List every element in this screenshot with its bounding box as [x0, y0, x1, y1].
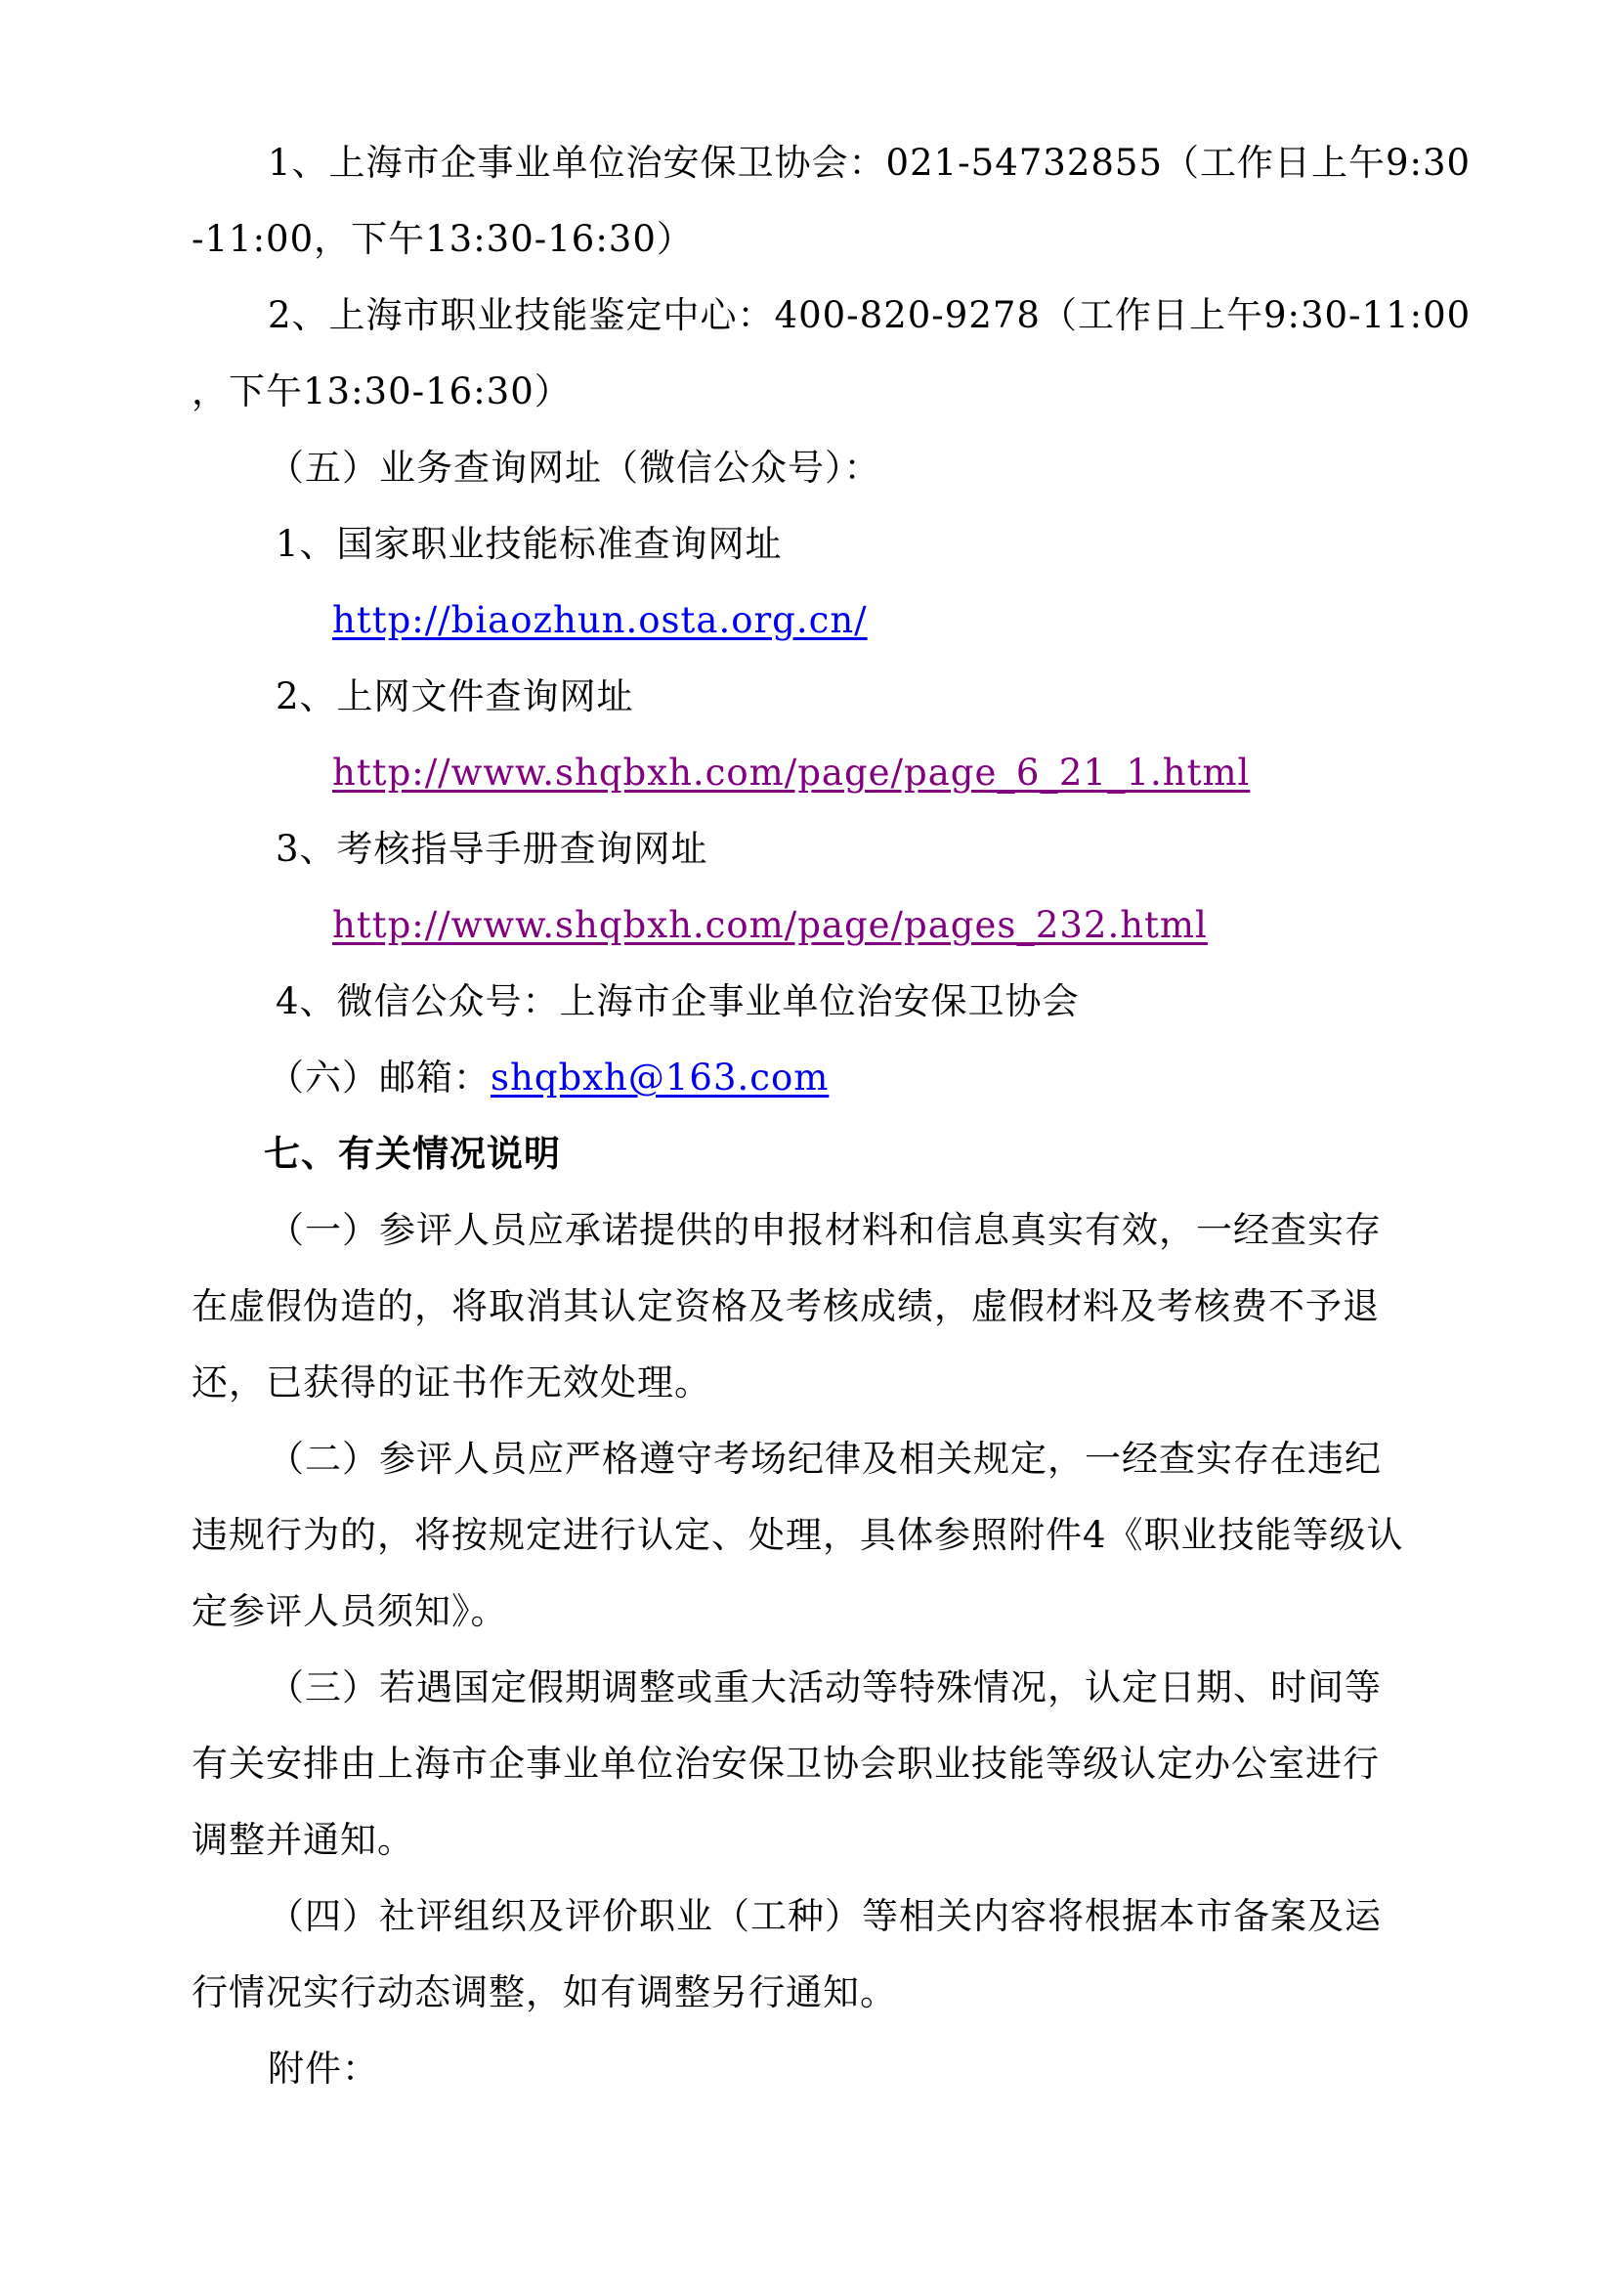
contact-line-1: 1、上海市企事业单位治安保卫协会：021-54732855（工作日上午9:30: [268, 142, 1472, 184]
paragraph-4-line-2: 行情况实行动态调整，如有调整另行通知。: [192, 1971, 897, 2013]
file-url-link[interactable]: http://www.shqbxh.com/page/page_6_21_1.html: [332, 752, 1251, 794]
manual-query-label: 3、考核指导手册查询网址: [276, 828, 708, 870]
attachment-label: 附件：: [268, 2048, 379, 2090]
paragraph-2-line-1: （二）参评人员应严格遵守考场纪律及相关规定，一经查实存在违纪: [268, 1438, 1382, 1480]
paragraph-1-line-2: 在虚假伪造的，将取消其认定资格及考核成绩，虚假材料及考核费不予退: [192, 1285, 1380, 1327]
email-link[interactable]: shqbxh@163.com: [491, 1057, 830, 1099]
paragraph-1-line-3: 还，已获得的证书作无效处理。: [192, 1361, 711, 1404]
paragraph-3-line-1: （三）若遇国定假期调整或重大活动等特殊情况，认定日期、时间等: [268, 1666, 1382, 1708]
wechat-line: 4、微信公众号：上海市企事业单位治安保卫协会: [276, 980, 1080, 1022]
email-label: （六）邮箱：: [268, 1057, 491, 1099]
paragraph-4-line-1: （四）社评组织及评价职业（工种）等相关内容将根据本市备案及运: [268, 1895, 1382, 1937]
file-url-row: [332, 735, 1593, 811]
contact-line-1-cont: -11:00，下午13:30-16:30）: [192, 218, 694, 260]
contact-line-2: 2、上海市职业技能鉴定中心：400-820-9278（工作日上午9:30-11:00: [268, 294, 1472, 336]
standard-query-label: 1、国家职业技能标准查询网址: [276, 523, 783, 565]
paragraph-1-line-1: （一）参评人员应承诺提供的申报材料和信息真实有效，一经查实存: [268, 1209, 1382, 1251]
contact-line-2-cont: ，下午13:30-16:30）: [192, 370, 572, 412]
paragraph-3-line-2: 有关安排由上海市企事业单位治安保卫协会职业技能等级认定办公室进行: [192, 1743, 1380, 1785]
paragraph-2-line-2: 违规行为的，将按规定进行认定、处理，具体参照附件4《职业技能等级认: [192, 1514, 1404, 1556]
manual-url-link[interactable]: http://www.shqbxh.com/page/pages_232.html: [332, 904, 1208, 946]
manual-url-row: [332, 887, 1593, 964]
email-line: [268, 1040, 1528, 1116]
standard-url-link[interactable]: http://biaozhun.osta.org.cn/: [332, 599, 868, 641]
section-5-heading: （五）业务查询网址（微信公众号）：: [268, 447, 881, 489]
paragraph-2-line-3: 定参评人员须知》。: [192, 1590, 508, 1632]
standard-url-row: [332, 583, 1593, 659]
file-query-label: 2、上网文件查询网址: [276, 675, 634, 717]
section-7-heading: 七、有关情况说明: [264, 1133, 561, 1175]
paragraph-3-line-3: 调整并通知。: [192, 1819, 414, 1861]
